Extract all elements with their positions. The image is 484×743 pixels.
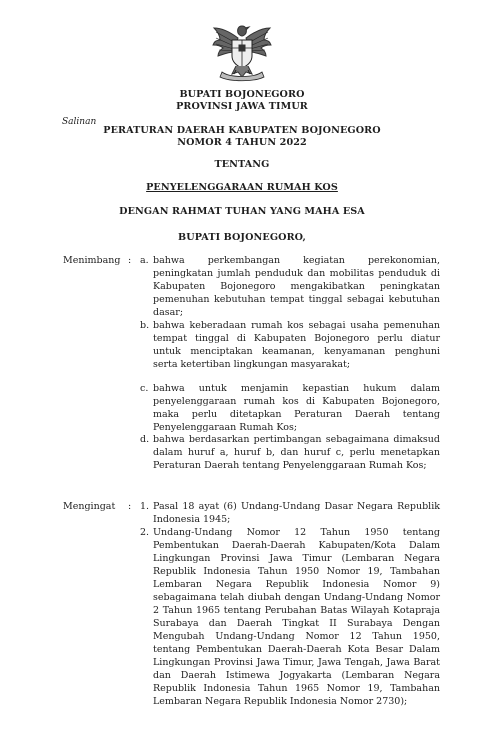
item-marker: 1. (140, 501, 150, 512)
garuda-emblem-icon (210, 22, 274, 84)
bupati-title: BUPATI BOJONEGORO (179, 89, 305, 100)
mengingat-colon: : (128, 501, 132, 512)
item-marker: b. (140, 320, 150, 331)
bupati-heading: BUPATI BOJONEGORO, (178, 232, 306, 243)
rahmat-line: DENGAN RAHMAT TUHAN YANG MAHA ESA (119, 206, 365, 217)
tentang-heading: TENTANG (214, 159, 270, 170)
regulation-subject: PENYELENGGARAAN RUMAH KOS (146, 182, 338, 193)
menimbang-item-a (140, 254, 440, 319)
province-title: PROVINSI JAWA TIMUR (176, 101, 308, 112)
menimbang-item-d (140, 433, 440, 472)
menimbang-item-b (140, 319, 440, 371)
item-text: bahwa perkembangan kegiatan perekonomian, peningkatan jumlah penduduk dan mobilitas penduduk di Kabupaten Bojonegoro mengakibatkan peningkatan pemenuhan kebutuhan tempat tinggal sebagai kebutuhan dasar; (153, 255, 440, 318)
menimbang-item-c (140, 382, 440, 434)
item-marker: a. (140, 255, 149, 266)
mengingat-item-1 (140, 500, 440, 526)
regulation-number: NOMOR 4 TAHUN 2022 (177, 137, 307, 148)
item-marker: c. (140, 383, 149, 394)
item-marker: 2. (140, 527, 150, 538)
menimbang-label: Menimbang (63, 255, 121, 266)
salinan-label: Salinan (62, 117, 97, 127)
item-text: bahwa untuk menjamin kepastian hukum dalam penyelenggaraan rumah kos di Kabupaten Bojonegoro, maka perlu ditetapkan Peraturan Daerah tentang Penyelenggaraan Rumah Kos; (153, 383, 440, 433)
mengingat-item-2 (140, 526, 440, 708)
regulation-title: PERATURAN DAERAH KABUPATEN BOJONEGORO (103, 125, 381, 136)
menimbang-colon: : (128, 255, 132, 266)
item-marker: d. (140, 434, 150, 445)
item-text: bahwa berdasarkan pertimbangan sebagaimana dimaksud dalam huruf a, huruf b, dan huruf c, perlu menetapkan Peraturan Daerah tentang Penyelenggaraan Rumah Kos; (153, 434, 440, 471)
item-text: Undang-Undang Nomor 12 Tahun 1950 tentang Pembentukan Daerah-Daerah Kabupaten/Kota Dalam Lingkungan Provinsi Jawa Timur (Lembaran Negara Republik Indonesia Tahun 1950 Nomor 19, Tambahan Lembaran Negara Republik Indonesia Nomor 9) sebagaimana telah diubah dengan Undang-Undang Nomor 2 Tahun 1965 tentang Perubahan Batas Wilayah Kotapraja Surabaya dan Daerah Tingkat II Surabaya Dengan Mengubah Undang-Undang Nomor 12 Tahun 1950, tentang Pembentukan Daerah-Daerah Kota Besar Dalam Lingkungan Provinsi Jawa Timur, Jawa Tengah, Jawa Barat dan Daerah Istimewa Jogyakarta (Lembaran Negara Republik Indonesia Tahun 1965 Nomor 19, Tambahan Lembaran Negara Republik Indonesia Nomor 2730); (153, 527, 440, 707)
mengingat-label: Mengingat (63, 501, 116, 512)
item-text: bahwa keberadaan rumah kos sebagai usaha pemenuhan tempat tinggal di Kabupaten Bojonegoro perlu diatur untuk menciptakan keamanan, kenyamanan penghuni serta ketertiban lingkungan masyarakat; (153, 320, 440, 370)
item-text: Pasal 18 ayat (6) Undang-Undang Dasar Negara Republik Indonesia 1945; (153, 501, 440, 525)
